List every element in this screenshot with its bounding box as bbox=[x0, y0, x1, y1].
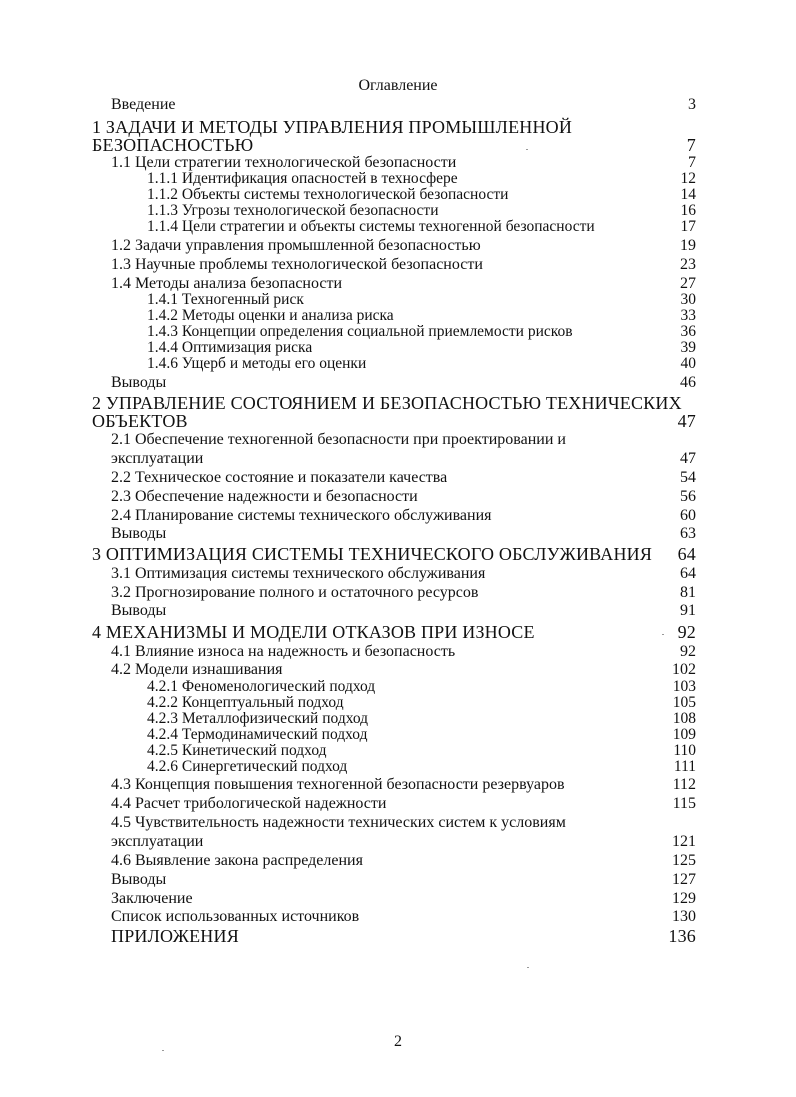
toc-entry-label: 3.2 Прогнозирование полного и остаточного ресурсов bbox=[111, 584, 479, 601]
toc-entry-label: 3 ОПТИМИЗАЦИЯ СИСТЕМЫ ТЕХНИЧЕСКОГО ОБСЛУЖИВАНИЯ bbox=[92, 544, 653, 564]
toc-entry-page: 115 bbox=[672, 795, 696, 812]
toc-entry-label: 4 МЕХАНИЗМЫ И МОДЕЛИ ОТКАЗОВ ПРИ ИЗНОСЕ bbox=[92, 622, 535, 642]
toc-entry-label: Список использованных источников bbox=[111, 908, 360, 925]
toc-entry-page: 112 bbox=[672, 776, 696, 793]
toc-entry bbox=[0, 622, 796, 642]
toc-entry bbox=[0, 832, 796, 852]
toc-entry-label: эксплуатации bbox=[111, 450, 204, 467]
toc-entry-page: 23 bbox=[680, 256, 696, 273]
toc-entry bbox=[0, 430, 796, 450]
toc-entry bbox=[0, 487, 796, 507]
toc-entry bbox=[0, 95, 796, 115]
toc-entry-page: 30 bbox=[680, 291, 696, 308]
toc-entry-label: 4.3 Концепция повышения техногенной безопасности резервуаров bbox=[111, 776, 565, 793]
toc-entry-label: 1.3 Научные проблемы технологической безопасности bbox=[111, 256, 483, 273]
page-number: 2 bbox=[394, 1033, 402, 1050]
toc-entry-label: 2.2 Техническое состояние и показатели качества bbox=[111, 469, 448, 486]
toc-entry-page: 16 bbox=[680, 202, 696, 219]
toc-entry bbox=[0, 506, 796, 526]
toc-entry-label: эксплуатации bbox=[111, 833, 204, 850]
toc-entry bbox=[0, 524, 796, 544]
toc-entry-label: 1.1.2 Объекты системы технологической безопасности bbox=[147, 186, 509, 203]
toc-entry-label: 2.4 Планирование системы технического обслуживания bbox=[111, 507, 492, 524]
toc-entry bbox=[0, 870, 796, 890]
toc-entry-label: Выводы bbox=[111, 525, 167, 542]
toc-entry-page: 56 bbox=[680, 488, 696, 505]
toc-entry-page: 64 bbox=[680, 565, 696, 582]
toc-entry-page: 63 bbox=[680, 525, 696, 542]
toc-entry-page: 130 bbox=[672, 908, 696, 925]
toc-entry-page: 121 bbox=[672, 833, 696, 850]
toc-entry-page: 91 bbox=[680, 602, 696, 619]
toc-entry bbox=[0, 907, 796, 927]
toc-entry-label: Выводы bbox=[111, 871, 167, 888]
toc-entry bbox=[0, 468, 796, 488]
toc-entry bbox=[0, 813, 796, 833]
toc-entry-label: 4.2.2 Концептуальный подход bbox=[147, 694, 344, 711]
toc-entry-label: 1.4.3 Концепции определения социальной приемлемости рисков bbox=[147, 323, 573, 340]
toc-entry-page: 136 bbox=[668, 926, 696, 946]
toc-entry-label: 1.1 Цели стратегии технологической безопасности bbox=[111, 154, 457, 171]
toc-entry bbox=[0, 411, 796, 431]
toc-entry-label: Заключение bbox=[111, 890, 193, 907]
toc-entry-page: 105 bbox=[672, 694, 696, 711]
toc-entry-page: 92 bbox=[677, 622, 696, 642]
toc-entry-page: 39 bbox=[680, 339, 696, 356]
toc-entry-page: 81 bbox=[680, 584, 696, 601]
toc-entry bbox=[0, 851, 796, 871]
toc-entry-page: 12 bbox=[680, 170, 696, 187]
toc-entry-label: 1.4.4 Оптимизация риска bbox=[147, 339, 313, 356]
toc-entry-page: 27 bbox=[680, 275, 696, 292]
toc-entry-label: 2.3 Обеспечение надежности и безопасности bbox=[111, 488, 418, 505]
toc-entry bbox=[0, 642, 796, 662]
toc-entry bbox=[0, 775, 796, 795]
toc-entry bbox=[0, 236, 796, 256]
toc-entry bbox=[0, 449, 796, 469]
toc-entry-page: 92 bbox=[680, 643, 696, 660]
toc-entry-page: 47 bbox=[680, 450, 696, 467]
toc-entry-page: 17 bbox=[680, 218, 696, 235]
toc-entry-label: 4.2.1 Феноменологический подход bbox=[147, 678, 376, 695]
toc-entry-page: 36 bbox=[680, 323, 696, 340]
toc-entry bbox=[0, 926, 796, 946]
toc-entry bbox=[0, 889, 796, 909]
toc-entry bbox=[0, 660, 796, 680]
toc-entry-label: 1.4.2 Методы оценки и анализа риска bbox=[147, 307, 394, 324]
toc-entry-page: 109 bbox=[672, 726, 696, 743]
toc-entry-label: 1.4 Методы анализа безопасности bbox=[111, 275, 343, 292]
toc-entry-page: 125 bbox=[672, 852, 696, 869]
toc-entry-page: 102 bbox=[672, 661, 696, 678]
toc-entry bbox=[0, 274, 796, 294]
toc-entry-page: 127 bbox=[672, 871, 696, 888]
toc-entry-page: 7 bbox=[686, 135, 696, 155]
toc-entry bbox=[0, 135, 796, 155]
toc-entry-page: 7 bbox=[688, 154, 696, 171]
toc-entry-page: 54 bbox=[680, 469, 696, 486]
toc-entry-page: 129 bbox=[672, 890, 696, 907]
toc-entry-page: 64 bbox=[677, 544, 696, 564]
toc-entry-label: 1.1.4 Цели стратегии и объекты системы техногенной безопасности bbox=[147, 218, 595, 235]
toc-entry bbox=[0, 794, 796, 814]
toc-entry-label: 1.4.1 Техногенный риск bbox=[147, 291, 304, 308]
toc-entry-page: 19 bbox=[680, 237, 696, 254]
toc-entry-label: 3.1 Оптимизация системы технического обслуживания bbox=[111, 565, 486, 582]
toc-entry-page: 14 bbox=[680, 186, 696, 203]
toc-entry-label: ОБЪЕКТОВ bbox=[92, 411, 188, 431]
toc-entry bbox=[0, 393, 796, 413]
toc-entry-page: 46 bbox=[680, 374, 696, 391]
toc-entry-page: 47 bbox=[677, 411, 696, 431]
toc-entry bbox=[0, 544, 796, 564]
toc-entry bbox=[0, 255, 796, 275]
toc-entry-label: 4.1 Влияние износа на надежность и безопасность bbox=[111, 643, 456, 660]
toc-entry-label: 1.1.1 Идентификация опасностей в техносфере bbox=[147, 170, 458, 187]
toc-entry-label: ПРИЛОЖЕНИЯ bbox=[111, 926, 239, 946]
toc-entry-page: 110 bbox=[673, 742, 696, 759]
toc-entry-label: БЕЗОПАСНОСТЬЮ bbox=[92, 135, 254, 155]
scan-speck bbox=[527, 967, 529, 968]
toc-entry-label: Введение bbox=[111, 96, 176, 113]
toc-entry-label: Выводы bbox=[111, 374, 167, 391]
toc-entry-label: 4.2.3 Металлофизический подход bbox=[147, 710, 369, 727]
toc-entry-page: 40 bbox=[680, 355, 696, 372]
toc-entry-label: 2.1 Обеспечение техногенной безопасности при проектировании и bbox=[111, 431, 566, 448]
toc-entry-label: 4.2 Модели изнашивания bbox=[111, 661, 283, 678]
toc-entry bbox=[0, 601, 796, 621]
toc-entry-label: 4.5 Чувствительность надежности технических систем к условиям bbox=[111, 814, 566, 831]
toc-entry-label: 4.2.4 Термодинамический подход bbox=[147, 726, 368, 743]
toc-entry bbox=[0, 583, 796, 603]
toc-entry-label: 1.4.6 Ущерб и методы его оценки bbox=[147, 355, 367, 372]
toc-entry-label: 1.2 Задачи управления промышленной безопасностью bbox=[111, 237, 481, 254]
toc-entry-label: 4.2.6 Синергетический подход bbox=[147, 758, 348, 775]
toc-entry-page: 60 bbox=[680, 507, 696, 524]
toc-entry-page: 103 bbox=[672, 678, 696, 695]
toc-entry-label: 1 ЗАДАЧИ И МЕТОДЫ УПРАВЛЕНИЯ ПРОМЫШЛЕННОЙ bbox=[92, 117, 573, 137]
toc-entry-label: 4.4 Расчет трибологической надежности bbox=[111, 795, 387, 812]
toc-entry-label: 2 УПРАВЛЕНИЕ СОСТОЯНИЕМ И БЕЗОПАСНОСТЬЮ ТЕХНИЧЕСКИХ bbox=[92, 393, 682, 413]
toc-entry-label: 4.6 Выявление закона распределения bbox=[111, 852, 363, 869]
toc-title: Оглавление bbox=[358, 77, 438, 94]
toc-entry-label: Выводы bbox=[111, 602, 167, 619]
toc-entry-label: 1.1.3 Угрозы технологической безопасности bbox=[147, 202, 439, 219]
toc-entry-page: 33 bbox=[680, 307, 696, 324]
toc-entry-page: 111 bbox=[673, 758, 696, 775]
scan-speck bbox=[162, 1050, 164, 1051]
toc-entry bbox=[0, 373, 796, 393]
toc-entry-page: 108 bbox=[672, 710, 696, 727]
toc-entry-label: 4.2.5 Кинетический подход bbox=[147, 742, 327, 759]
toc-entry bbox=[0, 564, 796, 584]
toc-entry bbox=[0, 117, 796, 137]
toc-entry-page: 3 bbox=[688, 96, 696, 113]
scan-speck bbox=[526, 149, 528, 150]
scan-speck bbox=[662, 634, 664, 635]
